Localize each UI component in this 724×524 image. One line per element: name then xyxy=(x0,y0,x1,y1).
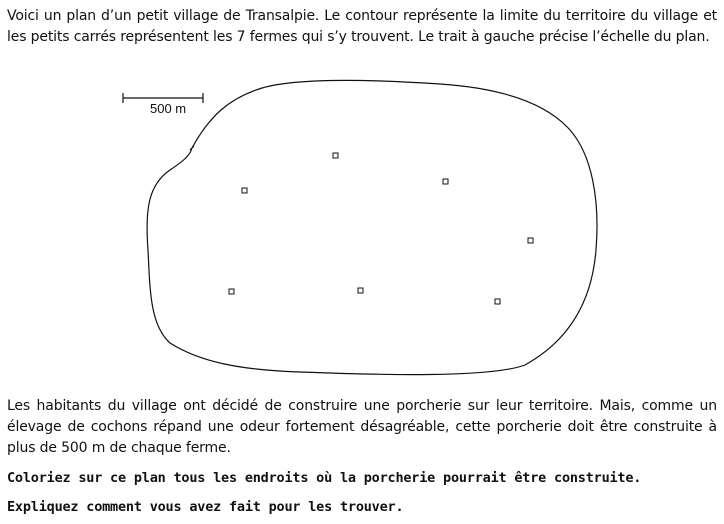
farm-square xyxy=(229,289,234,294)
scale-bar-label: 500 m xyxy=(150,101,187,116)
farms xyxy=(229,153,533,304)
scale-bar xyxy=(123,93,203,116)
farm-square xyxy=(443,179,448,184)
intro-paragraph: Voici un plan d’un petit village de Transalpie. Le contour représente la limite du territoire du village et les petits carrés représentent les 7 fermes qui s’y trouvent. Le trait à gauche précise l’échelle du plan. xyxy=(7,8,717,45)
farm-square xyxy=(495,299,500,304)
territory-boundary xyxy=(147,80,597,374)
instruction-color-map: Coloriez sur ce plan tous les endroits où la porcherie pourrait être construite. xyxy=(7,470,642,486)
farm-square xyxy=(528,238,533,243)
context-paragraph: Les habitants du village ont décidé de construire une porcherie sur leur territoire. Mais, comme un élevage de cochons répand une odeur fortement désagréable, cette porcherie doit être construite à plus de 500 m de chaque ferme. xyxy=(7,398,717,456)
farm-square xyxy=(242,188,247,193)
boundary-notch xyxy=(190,146,194,150)
instruction-explain: Expliquez comment vous avez fait pour les trouver. xyxy=(7,499,404,515)
farm-square xyxy=(358,288,363,293)
farm-square xyxy=(333,153,338,158)
